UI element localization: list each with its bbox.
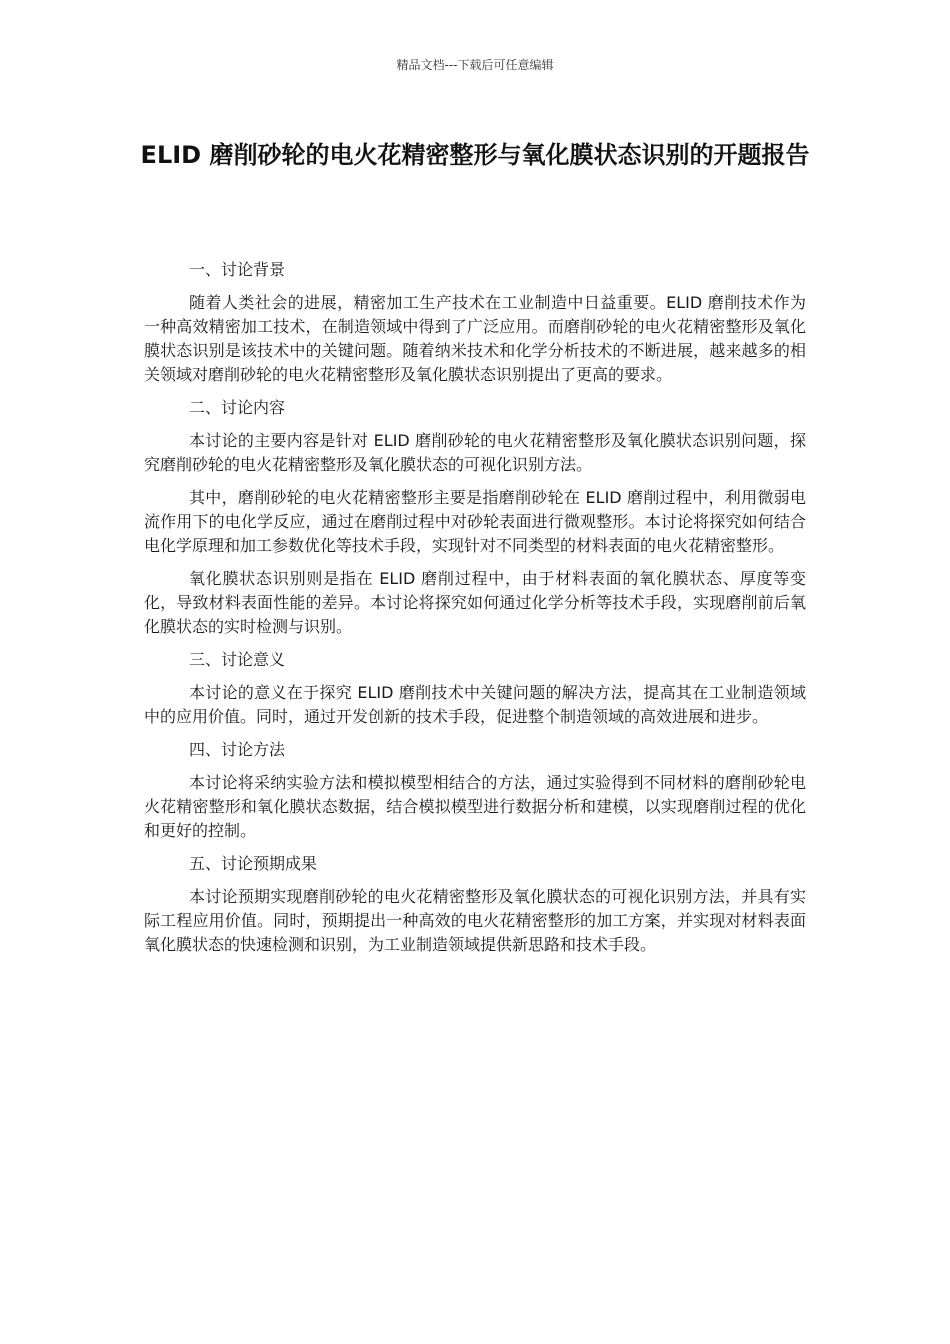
section-heading: 一、讨论背景 — [189, 260, 286, 279]
section-expected-results — [144, 852, 806, 957]
section-heading: 二、讨论内容 — [189, 398, 286, 417]
section-background — [144, 258, 806, 387]
paragraph: 本讨论预期实现磨削砂轮的电火花精密整形及氧化膜状态的可视化识别方法，并具有实际工程应用价值。同时，预期提出一种高效的电火花精密整形的加工方案，并实现对材料表面氧化膜状态的快速检测和识别，为工业制造领域提供新思路和技术手段。 — [144, 887, 806, 954]
section-content — [144, 396, 806, 639]
paragraph: 随着人类社会的进展，精密加工生产技术在工业制造中日益重要。ELID 磨削技术作为一种高效精密加工技术，在制造领域中得到了广泛应用。而磨削砂轮的电火花精密整形及氧化膜状态识别是该技术中的关键问题。随着纳米技术和化学分析技术的不断进展，越来越多的相关领域对磨削砂轮的电火花精密整形及氧化膜状态识别提出了更高的要求。 — [144, 293, 806, 384]
paragraph: 本讨论的主要内容是针对 ELID 磨削砂轮的电火花精密整形及氧化膜状态识别问题，探究磨削砂轮的电火花精密整形及氧化膜状态的可视化识别方法。 — [144, 431, 806, 474]
paragraph: 氧化膜状态识别则是指在 ELID 磨削过程中，由于材料表面的氧化膜状态、厚度等变化，导致材料表面性能的差异。本讨论将探究如何通过化学分析等技术手段，实现磨削前后氧化膜状态的实时检测与识别。 — [144, 569, 806, 636]
document-title: ELID 磨削砂轮的电火花精密整形与氧化膜状态识别的开题报告 — [140, 141, 810, 169]
header-note: 精品文档---下载后可任意编辑 — [396, 58, 554, 72]
section-heading: 四、讨论方法 — [189, 740, 286, 759]
paragraph: 其中，磨削砂轮的电火花精密整形主要是指磨削砂轮在 ELID 磨削过程中，利用微弱电流作用下的电化学反应，通过在磨削过程中对砂轮表面进行微观整形。本讨论将探究如何结合电化学原理和加工参数优化等技术手段，实现针对不同类型的材料表面的电火花精密整形。 — [144, 488, 806, 555]
section-heading: 五、讨论预期成果 — [189, 854, 318, 873]
paragraph: 本讨论的意义在于探究 ELID 磨削技术中关键问题的解决方法，提高其在工业制造领域中的应用价值。同时，通过开发创新的技术手段，促进整个制造领域的高效进展和进步。 — [144, 683, 806, 726]
document-body — [144, 258, 806, 966]
section-significance — [144, 648, 806, 729]
section-method — [144, 738, 806, 843]
section-heading: 三、讨论意义 — [189, 650, 286, 669]
paragraph: 本讨论将采纳实验方法和模拟模型相结合的方法，通过实验得到不同材料的磨削砂轮电火花精密整形和氧化膜状态数据，结合模拟模型进行数据分析和建模，以实现磨削过程的优化和更好的控制。 — [144, 773, 806, 840]
